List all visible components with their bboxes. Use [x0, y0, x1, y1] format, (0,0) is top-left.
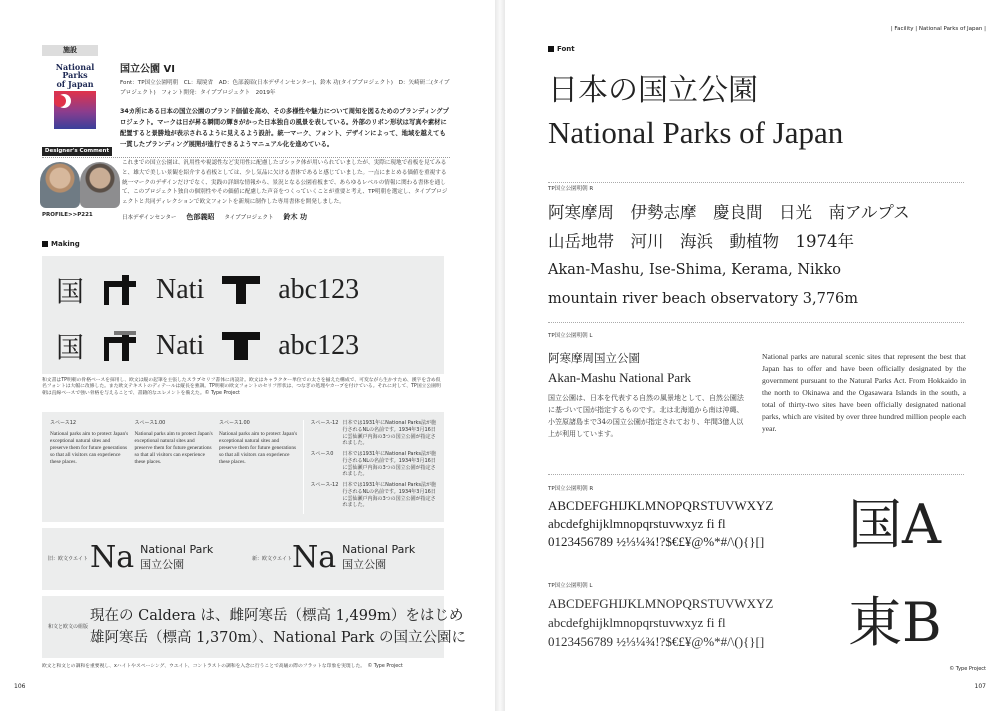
jp-sample-text: 日本では1931年にNational Parks法が施行されるNLの名前です。1934年3月16日に雲仙瀬戸内海の3つの国立公園が指定されました。	[342, 451, 437, 478]
jp-sample-label: スペース-12	[310, 420, 339, 426]
jp-sample-label: スペース-12	[310, 482, 339, 488]
avatar	[40, 162, 80, 208]
logo-line-2: Parks	[62, 70, 88, 81]
glyph-l-line: 0123456789 ½⅓¼¾!?$€£¥@%*#/\(){}[]	[548, 634, 765, 649]
sample-r-line: mountain river beach observatory 3,776m	[548, 291, 859, 307]
column-sample	[50, 420, 128, 514]
category-tag: 施設	[42, 45, 98, 56]
column-sample-text: National parks aim to protect Japan's exceptional natural sites and preserve them for future generations so that all visitors can experience these places.	[218, 430, 298, 466]
logo-line-1: National	[55, 62, 95, 72]
jp-sample-text: 日本では1931年にNational Parks法が施行されるNLの名前です。1934年3月16日に雲仙瀬戸内海の3つの国立公園が指定されました。	[342, 420, 437, 447]
sample-l-title-en: Akan-Mashu National Park	[548, 370, 691, 385]
glyph-r-big: 国A	[848, 493, 941, 556]
serif-detail-icon	[222, 276, 260, 304]
sample-r-line: Akan-Mashu, Ise-Shima, Kerama, Nikko	[548, 262, 841, 278]
glyph-l-line: ABCDEFGHIJKLMNOPQRSTUVWXYZ	[548, 596, 774, 611]
jp-sample-text: 日本では1931年にNational Parks法が施行されるNLの名前です。1934年3月16日に雲仙瀬戸内海の3つの国立公園が指定されました。	[342, 482, 437, 509]
logotype-label-left: 旧：欧文ウエイト	[48, 556, 89, 562]
page-number-right: 107	[974, 683, 986, 690]
logotype-big-left: Na	[90, 540, 135, 575]
mixed-line-1: 現在の Caldera は、雌阿寒岳（標高 1,499m）をはじめ	[90, 608, 464, 624]
sample-l-divider	[548, 322, 964, 323]
signature-name-1: 色部義昭	[186, 212, 215, 221]
making-caption-top: 和文書はTP明朝の骨格ベースを採用し、欧文は縦の起筆を主張したスラブセリフ書体に再設計。欧文はキャラクター単位での太さを揃えた構成で、可変ながら生かすため、漢字を含め仮名フォントは大幅に改修した。また欧文テキストのディテールは縦長を強調。TP明朝の欧文フォントのセリフ形状は、つなぎの処理やカーブを付けている。それに対して、TP国立公園明朝は直線ベースで強い骨格を与えることで、書籍的なエレメントを備えた。© Type Project	[42, 378, 441, 396]
left-page	[0, 0, 495, 711]
logotype-big-right: Na	[292, 540, 337, 575]
jp-sample-label: スペース0	[310, 451, 334, 457]
making-panel-logotype	[42, 528, 444, 590]
logotype-label-right: 新：欧文ウエイト	[252, 556, 293, 562]
making-heading: Making	[42, 240, 80, 248]
making-latin-2: Nati	[156, 330, 205, 361]
logo-mark-icon	[48, 91, 102, 129]
right-page	[505, 0, 1000, 711]
column-sample-text: National parks aim to protect Japan's exceptional natural sites and preserve them for future generations so that all visitors can experience these places.	[134, 430, 213, 466]
column-sample-label: スペース1.00	[218, 420, 250, 426]
bottom-caption: 欧文と和文との調和を重要視し、xハイトやスペーシング、ウエイト、コントラストの調和を入念に行うことで高級の際のフラットな印象を実現した。 © Type Project	[42, 664, 403, 669]
glyph-r-line: ABCDEFGHIJKLMNOPQRSTUVWXYZ	[548, 498, 774, 513]
copyright: © Type Project	[949, 666, 986, 672]
serif-detail-icon	[222, 332, 260, 360]
signature-name-2: 鈴木 功	[283, 212, 307, 221]
column-sample-label: スペース1.00	[134, 420, 166, 426]
logotype-en-left: National Park	[140, 543, 214, 556]
font-title-jp: 日本の国立公園	[548, 73, 758, 108]
jp-samples	[303, 420, 436, 514]
making-sample-1: abc123	[278, 274, 360, 305]
logotype-en-right: National Park	[342, 543, 416, 556]
column-sample-text: National parks aim to protect Japan's exceptional natural sites and preserve them for future generations so that all visitors can experience these places.	[50, 430, 129, 466]
designer-photos	[40, 162, 120, 208]
font-heading: Font	[548, 45, 575, 53]
book-gutter	[495, 0, 505, 711]
project-title: 国立公園 VI	[120, 64, 175, 75]
column-sample	[219, 420, 297, 514]
header-tag: | Facility | National Parks of Japan |	[890, 26, 986, 32]
sample-r-label: TP国立公園明朝 R	[548, 186, 594, 192]
logo-line-3: of Japan	[56, 78, 94, 89]
sample-l-label: TP国立公園明朝 L	[548, 333, 593, 339]
making-latin-1: Nati	[156, 274, 205, 305]
page-number-left: 106	[14, 683, 26, 690]
designers-comment-heading: Designer's Comment	[42, 147, 112, 156]
glyph-l-line: abcdefghijklmnopqrstuvwxyz fi fl	[548, 615, 726, 630]
profile-link[interactable]: PROFILE>>P221	[42, 212, 93, 218]
project-body: 34カ所にある日本の国立公園のブランド価値を高め、その多様性や魅力について周知を図るためのブランディングプロジェクト。マークは日が昇る瞬間の輝きがかった日本独自の風景を表している。外部のリボン形状は写真や素材に配置すると景勝地が表示されるように見えるよう設計。統一マーク、フォント、デザインによって、地域を越えても一貫したブランディング展開が進行できるようマニュアル化を進めている。	[120, 108, 449, 149]
comment-body: これまでの国立公園は、汎用性や視認性など実用性に配慮したゴシック体が用いられていましたが、実際に現地で看板を見てみると、雄大で美しい景観を紹介する看板としては、少し気品に欠ける書体であると感じていました。一点にまとめる価値を重視する統一マークのデザインだけでなく、実践の詳細な情報から、景況となる公園看板まで、あらゆるレベルの情報に関わる書体を通して、このプロジェクト独自の個別性やその価値に配慮した声音をつくっていくことが重要と考え、TP明朝を選定し、タイププロジェクトと共同ディレクションで欧文フォントを新規に制作した専用書体を開発しました。	[122, 160, 448, 206]
logotype-jp-right: 国立公園	[342, 558, 387, 571]
comment-divider	[42, 157, 450, 158]
stroke-detail-icon	[102, 275, 138, 305]
making-panel-columns	[42, 412, 444, 522]
sample-r-line: 山岳地帯 河川 海浜 動植物 1974年	[548, 232, 854, 251]
glyph-r-divider	[548, 474, 964, 475]
making-panel-glyphs	[42, 256, 444, 374]
sample-l-title-jp: 阿寒摩周国立公園	[548, 351, 640, 365]
sample-r-line: 阿寒摩周 伊勢志摩 慶良間 日光 南アルプス	[548, 203, 910, 222]
glyph-r-label: TP国立公園明朝 R	[548, 486, 594, 492]
glyph-l-big: 東B	[848, 591, 942, 654]
project-credits: Font：TP国立公園明朝 CL：環境省 AD：色部義昭(日本デザインセンター)、鈴木 功(タイププロジェクト) D：矢崎研二(タイププロジェクト) フォント開発：タイププロジェクト 2019年	[120, 80, 450, 96]
sample-r-divider	[548, 182, 964, 183]
signature-org-1: 日本デザインセンター	[122, 214, 177, 221]
making-panel-mixed	[42, 596, 466, 658]
avatar	[80, 162, 120, 208]
sample-l-body-en: National parks are natural scenic sites that represent the best that Japan has to offer and have been officially designated by the government pursuant to the Natural Parks Act. From Hokkaido in the north to Okinawa and the Ogasawara Islands in the south, a total of thirty-two sites have been officially designated national parks, which are visited by over three hundred million people each year.	[762, 352, 966, 433]
mixed-label: 和文と欧文の組版	[48, 624, 89, 630]
making-kanji-1: 国	[56, 275, 85, 308]
glyph-r-line: abcdefghijklmnopqrstuvwxyz fi fl	[548, 516, 726, 531]
glyph-r-line: 0123456789 ½⅓¼¾!?$€£¥@%*#/\(){}[]	[548, 534, 765, 549]
glyph-l-label: TP国立公園明朝 L	[548, 583, 593, 589]
stroke-detail-icon	[102, 331, 138, 361]
mixed-line-2: 雄阿寒岳（標高 1,370m）、National Park の国立公園に	[90, 630, 466, 647]
column-sample-label: スペース12	[50, 420, 77, 426]
national-parks-logo	[48, 63, 102, 133]
making-kanji-2: 国	[56, 331, 85, 364]
making-sample-2: abc123	[278, 330, 360, 361]
signature-org-2: タイププロジェクト	[224, 214, 274, 221]
column-sample	[134, 420, 212, 514]
logotype-jp-left: 国立公園	[140, 558, 185, 571]
sample-l-body-jp: 国立公園は、日本を代表する自然の風景地として、自然公園法に基づいて国が指定するものです。北は北海道から南は沖縄、小笠原諸島まで34の国立公園が指定されており、年間3億人以上が利用しています。	[548, 394, 744, 438]
font-title-en: National Parks of Japan	[548, 115, 844, 150]
